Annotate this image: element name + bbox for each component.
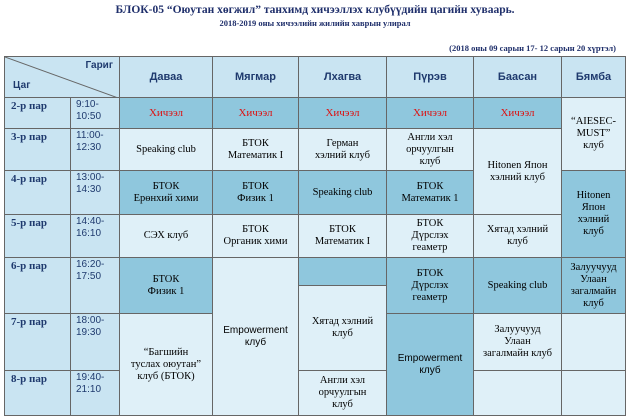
period-label: 5-р пар	[4, 214, 71, 258]
schedule-cell: БТОК Математик I	[298, 214, 387, 258]
schedule-cell: Хичээл	[386, 97, 474, 129]
schedule-cell: Англи хэл орчуулгын клуб	[298, 370, 387, 416]
schedule-cell: Хятад хэлний клуб	[298, 285, 387, 371]
schedule-cell: Герман хэлний клуб	[298, 128, 387, 171]
period-time: 19:40- 21:10	[70, 370, 120, 416]
period-label: 7-р пар	[4, 313, 71, 371]
schedule-cell: Speaking club	[473, 257, 562, 314]
schedule-cell: БТОК Дүрслэх геаметр	[386, 257, 474, 314]
period-time: 9:10- 10:50	[70, 97, 120, 129]
period-label: 4-р пар	[4, 170, 71, 215]
schedule-cell: БТОК Математик 1	[386, 170, 474, 215]
corner-header	[4, 56, 120, 98]
corner-day-label: Гариг	[85, 60, 113, 71]
schedule-cell: БТОК Органик хими	[212, 214, 299, 258]
day-header-thu: Пүрэв	[386, 56, 474, 98]
schedule-cell: “Багшийн туслах оюутан” клуб (БТОК)	[119, 313, 213, 416]
schedule-cell: Хичээл	[119, 97, 213, 129]
period-label: 8-р пар	[4, 370, 71, 416]
period-time: 16:20- 17:50	[70, 257, 120, 314]
schedule-cell: Empowerment клуб	[212, 257, 299, 416]
period-label: 3-р пар	[4, 128, 71, 171]
schedule-cell: Speaking club	[119, 128, 213, 171]
schedule-cell: БТОК Физик 1	[212, 170, 299, 215]
page-subtitle: 2018-2019 оны хичээлийн жилийн хаврын улирал	[219, 18, 411, 28]
schedule-cell: Hitonen Япон хэлний клуб	[561, 170, 626, 258]
period-time: 14:40- 16:10	[70, 214, 120, 258]
schedule-cell: Залуучууд Улаан загалмайн клуб	[473, 313, 562, 371]
schedule-cell: Hitonen Япон хэлний клуб	[473, 128, 562, 215]
page-title: БЛОК-05 “Оюутан хөгжил” танхимд хичээллэх клубүүдийн цагийн хуваарь.	[115, 4, 515, 16]
schedule-cell: Англи хэл орчуулгын клуб	[386, 128, 474, 171]
schedule-cell	[561, 313, 626, 371]
day-header-fri: Баасан	[473, 56, 562, 98]
schedule-cell: Хичээл	[298, 97, 387, 129]
day-header-wed: Лхагва	[298, 56, 387, 98]
schedule-cell: СЭХ клуб	[119, 214, 213, 258]
schedule-cell: Хичээл	[212, 97, 299, 129]
period-time: 13:00- 14:30	[70, 170, 120, 215]
schedule-cell: Speaking club	[298, 170, 387, 215]
schedule-cell: БТОК Математик I	[212, 128, 299, 171]
schedule-cell: Хятад хэлний клуб	[473, 214, 562, 258]
period-time: 18:00- 19:30	[70, 313, 120, 371]
schedule-cell	[473, 370, 562, 416]
corner-time-label: Цаг	[13, 80, 31, 91]
schedule-cell: Залуучууд Улаан загалмайн клуб	[561, 257, 626, 314]
schedule-cell: БТОК Ерөнхий хими	[119, 170, 213, 215]
schedule-cell: “AIESEC- MUST” клуб	[561, 97, 626, 171]
day-header-tue: Мягмар	[212, 56, 299, 98]
day-header-mon: Даваа	[119, 56, 213, 98]
day-header-sat: Бямба	[561, 56, 626, 98]
period-label: 2-р пар	[4, 97, 71, 129]
schedule-cell: Empowerment клуб	[386, 313, 474, 416]
schedule-cell: БТОК Физик 1	[119, 257, 213, 314]
date-range: (2018 оны 09 сарын 17- 12 сарын 20 хүртэл)	[449, 43, 616, 53]
period-time: 11:00- 12:30	[70, 128, 120, 171]
schedule-cell: БТОК Дүрслэх геаметр	[386, 214, 474, 258]
schedule-cell: Хичээл	[473, 97, 562, 129]
period-label: 6-р пар	[4, 257, 71, 314]
schedule-cell	[561, 370, 626, 416]
